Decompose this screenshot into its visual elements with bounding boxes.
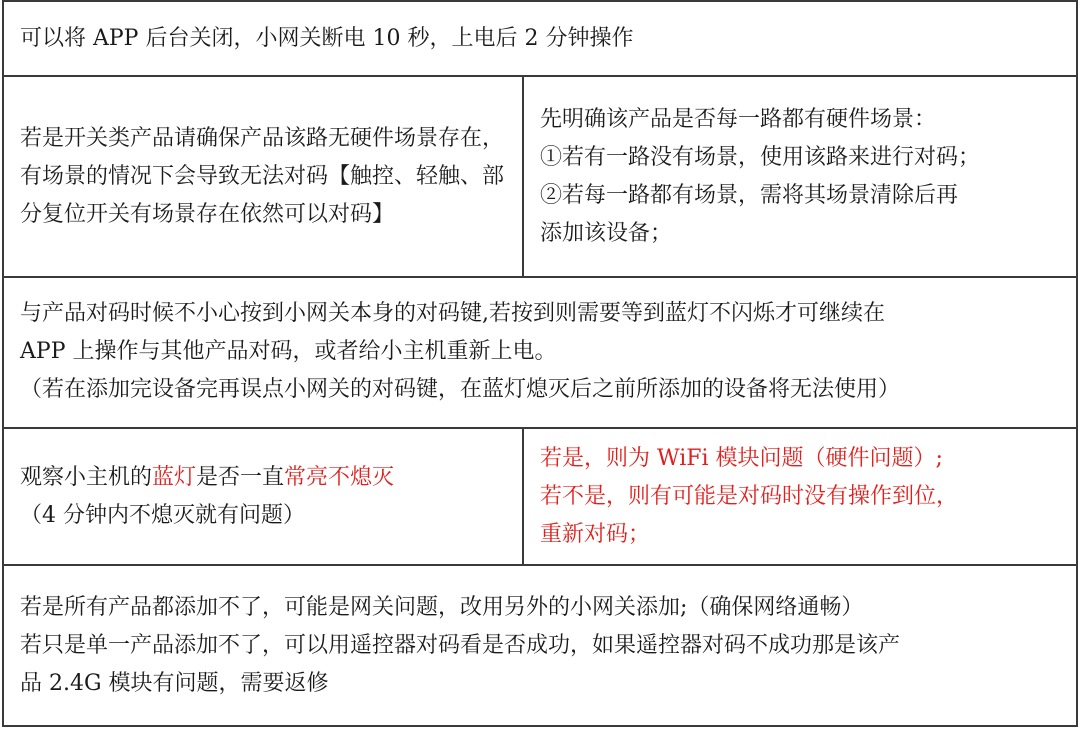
blue-light-text-part: 观察小主机的 xyxy=(20,464,153,490)
cell-pairing-key-warning xyxy=(3,277,1077,428)
cell-add-failure-guidance xyxy=(3,565,1077,726)
cell-switch-scene-solution xyxy=(523,76,1077,277)
pairing-warning-line: APP 上操作与其他产品对码，或者给小主机重新上电。 xyxy=(20,339,557,365)
blue-light-check-line xyxy=(20,459,510,497)
add-failure-line: 品 2.4G 模块有问题，需要返修 xyxy=(20,670,329,696)
scene-solution-line: 先明确该产品是否每一路都有硬件场景： xyxy=(540,106,937,132)
scene-solution-line: 添加该设备； xyxy=(540,220,673,246)
switch-scene-condition-text: 若是开关类产品请确保产品该路无硬件场景存在，有场景的情况下会导致无法对码【触控、轻触、部分复位开关有场景存在依然可以对码】 xyxy=(20,125,505,227)
table-row xyxy=(3,76,1077,277)
restart-instruction-text: 可以将 APP 后台关闭，小网关断电 10 秒，上电后 2 分钟操作 xyxy=(20,25,634,51)
diagnosis-line: 重新对码； xyxy=(540,521,651,547)
table-row xyxy=(3,565,1077,726)
always-on-highlight: 常亮不熄灭 xyxy=(284,464,395,490)
table-row xyxy=(3,277,1077,428)
add-failure-line: 若是所有产品都添加不了，可能是网关问题，改用另外的小网关添加;（确保网络通畅） xyxy=(20,594,864,620)
cell-blue-light-check xyxy=(3,428,523,566)
troubleshooting-table xyxy=(2,0,1078,727)
scene-solution-line: ②若每一路都有场景，需将其场景清除后再 xyxy=(540,182,959,208)
pairing-warning-line: （若在添加完设备完再误点小网关的对码键，在蓝灯熄灭后之前所添加的设备将无法使用） xyxy=(20,377,901,403)
blue-light-highlight: 蓝灯 xyxy=(152,464,197,490)
table-row xyxy=(3,428,1077,566)
scene-solution-line: ①若有一路没有场景，使用该路来进行对码； xyxy=(540,144,981,170)
cell-restart-instruction xyxy=(3,1,1077,76)
diagnosis-line: 若是，则为 WiFi 模块问题（硬件问题）; xyxy=(540,445,943,471)
diagnosis-line: 若不是，则有可能是对码时没有操作到位， xyxy=(540,483,959,509)
blue-light-timeout-note: （4 分钟内不熄灭就有问题） xyxy=(20,502,305,528)
cell-switch-scene-condition xyxy=(3,76,523,277)
pairing-warning-line: 与产品对码时候不小心按到小网关本身的对码键,若按到则需要等到蓝灯不闪烁才可继续在 xyxy=(20,301,885,327)
blue-light-text-part: 是否一直 xyxy=(196,464,285,490)
add-failure-line: 若只是单一产品添加不了，可以用遥控器对码看是否成功，如果遥控器对码不成功那是该产 xyxy=(20,632,901,658)
cell-blue-light-diagnosis xyxy=(523,428,1077,566)
table-row xyxy=(3,1,1077,76)
